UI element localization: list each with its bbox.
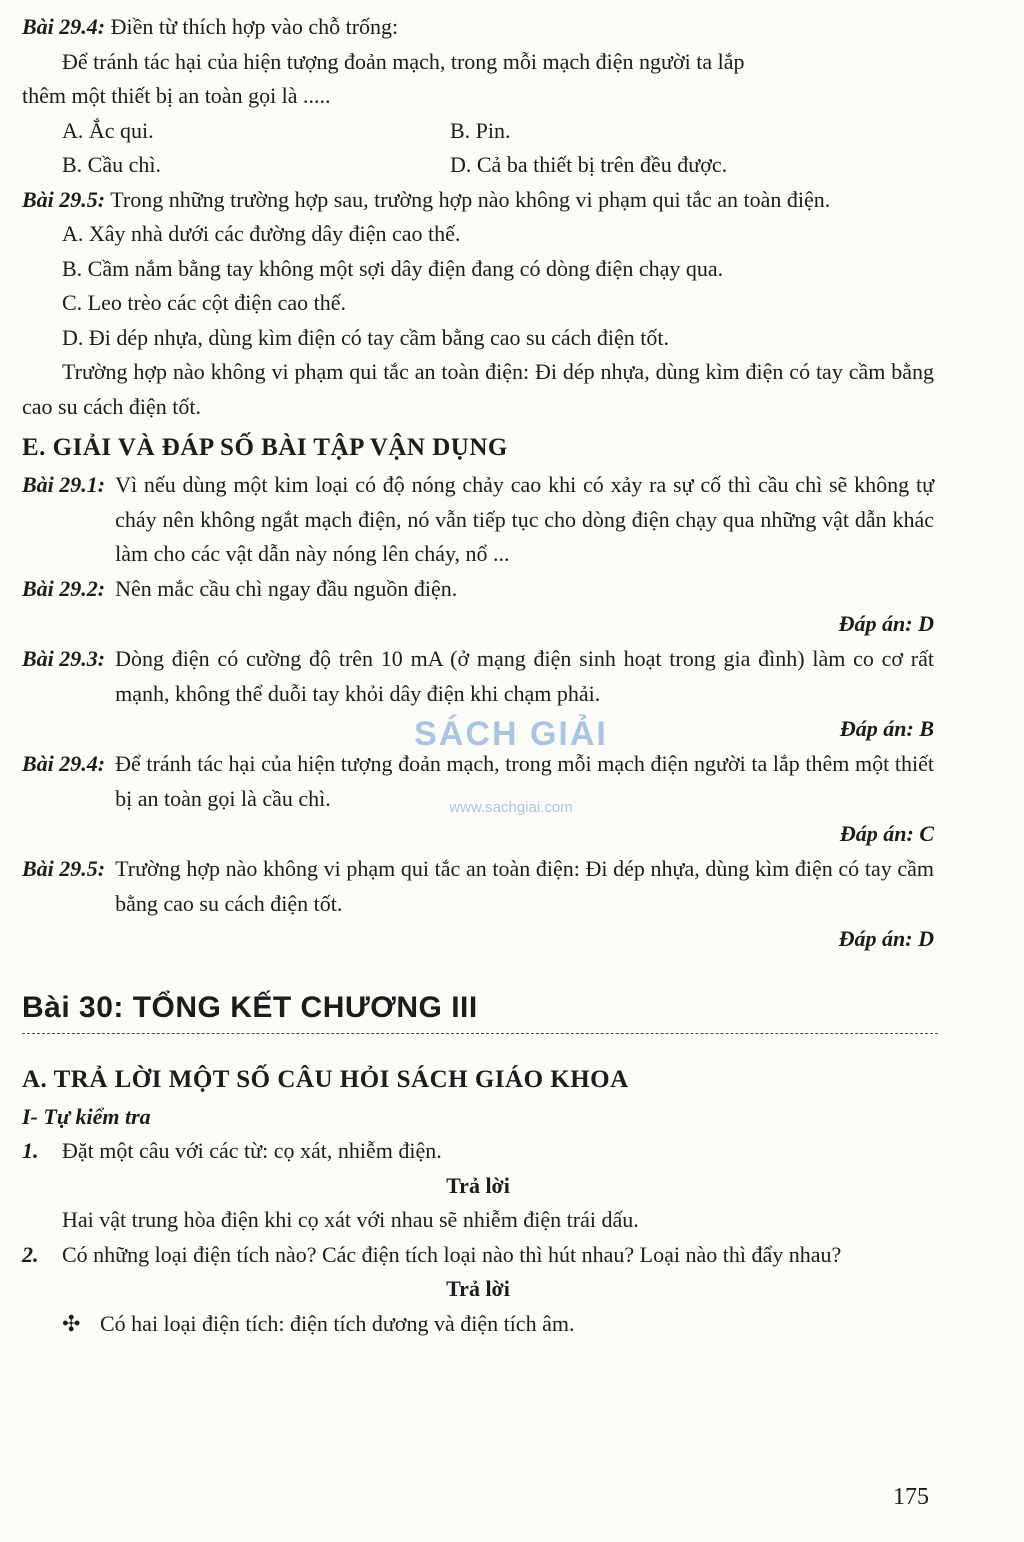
solution-29-3 bbox=[22, 642, 934, 747]
solution-label: Bài 29.3: bbox=[22, 646, 106, 671]
solution-label: Bài 29.5: bbox=[22, 856, 106, 881]
exercise-question-text: Trong những trường hợp sau, trường hợp nào không vi phạm qui tắc an toàn điện. bbox=[110, 186, 831, 212]
exercise-29-5-option-a: A. Xây nhà dưới các đường dây điện cao thế. bbox=[62, 221, 461, 246]
solution-text: Dòng điện có cường độ trên 10 mA (ở mạng điện sinh hoạt trong gia đình) làm co cơ rất mạnh, không thể duỗi tay khỏi dây điện khi chạm phải. bbox=[115, 646, 934, 706]
options-row-2 bbox=[22, 148, 934, 183]
solution-text: Để tránh tác hại của hiện tượng đoản mạch, trong mỗi mạch điện người ta lắp thêm một thiết bị an toàn gọi là cầu chì. bbox=[115, 751, 934, 811]
lesson-30-title: Bài 30: TỔNG KẾT CHƯƠNG III bbox=[22, 991, 938, 1034]
question-2 bbox=[22, 1238, 934, 1273]
option-d: D. Cả ba thiết bị trên đều được. bbox=[450, 152, 728, 177]
answer-key: Đáp án: D bbox=[838, 611, 934, 636]
exercise-29-4-line1: Để tránh tác hại của hiện tượng đoản mạch, trong mỗi mạch điện người ta lắp bbox=[62, 48, 745, 74]
solution-text: Trường hợp nào không vi phạm qui tắc an toàn điện: Đi dép nhựa, dùng kìm điện có tay cầm bằng cao su cách điện tốt. bbox=[115, 856, 934, 916]
solution-label: Bài 29.1: bbox=[22, 472, 106, 497]
bullet-text: Có hai loại điện tích: điện tích dương và điện tích âm. bbox=[100, 1310, 575, 1336]
answer-title: Trả lời bbox=[446, 1276, 510, 1301]
solution-29-1 bbox=[22, 468, 934, 572]
exercise-29-4-line2: thêm một thiết bị an toàn gọi là ..... bbox=[22, 83, 331, 108]
options-row-1 bbox=[22, 114, 934, 149]
question-1 bbox=[22, 1134, 934, 1169]
solution-29-4 bbox=[22, 747, 934, 852]
exercise-label: Bài 29.5: bbox=[22, 186, 106, 212]
answer-key: Đáp án: C bbox=[839, 821, 934, 846]
question-number: 2. bbox=[22, 1241, 39, 1267]
exercise-29-5-option-d: D. Đi dép nhựa, dùng kìm điện có tay cầm bằng cao su cách điện tốt. bbox=[62, 324, 669, 350]
answer-key: Đáp án: D bbox=[838, 926, 934, 951]
exercise-label: Bài 29.4: bbox=[22, 14, 106, 39]
section-e-heading: E. GIẢI VÀ ĐÁP SỐ BÀI TẬP VẬN DỤNG bbox=[22, 434, 508, 461]
option-b: B. Pin. bbox=[450, 117, 511, 143]
page-number: 175 bbox=[893, 1484, 929, 1510]
exercise-question-text: Điền từ thích hợp vào chỗ trống: bbox=[110, 14, 399, 39]
solution-text: Nên mắc cầu chì ngay đầu nguồn điện. bbox=[115, 575, 458, 601]
exercise-29-5-answer: Trường hợp nào không vi phạm qui tắc an toàn điện: Đi dép nhựa, dùng kìm điện có tay cầm bằng cao su cách điện tốt. bbox=[22, 359, 934, 419]
bullet-icon: ✣ bbox=[62, 1310, 81, 1336]
answer-bullet bbox=[22, 1307, 934, 1342]
exercise-29-5-option-b: B. Cầm nắm bằng tay không một sợi dây điện đang có dòng điện chạy qua. bbox=[62, 255, 724, 281]
solution-29-5 bbox=[22, 852, 934, 957]
option-a: A. Ắc qui. bbox=[62, 117, 154, 143]
answer-text: Hai vật trung hòa điện khi cọ xát với nhau sẽ nhiễm điện trái dấu. bbox=[62, 1207, 639, 1232]
option-c: B. Cầu chì. bbox=[62, 152, 161, 177]
solution-29-2 bbox=[22, 572, 934, 643]
solution-text: Vì nếu dùng một kim loại có độ nóng chảy cao khi có xảy ra sự cố thì cầu chì sẽ không tự cháy nên không ngắt mạch điện, nó vẫn tiếp tục cho dòng điện chạy qua những vật dẫn khác làm cho các vật dẫn này nóng lên cháy, nổ ... bbox=[115, 472, 934, 566]
question-number: 1. bbox=[22, 1138, 39, 1163]
watermark-logo: SÁCH GIẢI bbox=[414, 715, 608, 753]
answer-key: Đáp án: B bbox=[839, 716, 934, 741]
exercise-29-5-question bbox=[22, 183, 934, 218]
exercise-29-4-question bbox=[22, 10, 934, 45]
subsection-heading: I- Tự kiểm tra bbox=[22, 1104, 151, 1129]
solution-label: Bài 29.2: bbox=[22, 575, 106, 601]
watermark-url: www.sachgiai.com bbox=[449, 799, 573, 816]
question-text: Đặt một câu với các từ: cọ xát, nhiễm điện. bbox=[62, 1138, 442, 1163]
exercise-29-5-option-c: C. Leo trèo các cột điện cao thế. bbox=[62, 290, 347, 315]
question-text: Có những loại điện tích nào? Các điện tích loại nào thì hút nhau? Loại nào thì đẩy nhau? bbox=[62, 1241, 842, 1267]
answer-title: Trả lời bbox=[446, 1172, 510, 1198]
book-page bbox=[22, 10, 934, 1341]
solution-label: Bài 29.4: bbox=[22, 751, 106, 776]
section-a-heading: A. TRẢ LỜI MỘT SỐ CÂU HỎI SÁCH GIÁO KHOA bbox=[22, 1066, 629, 1093]
